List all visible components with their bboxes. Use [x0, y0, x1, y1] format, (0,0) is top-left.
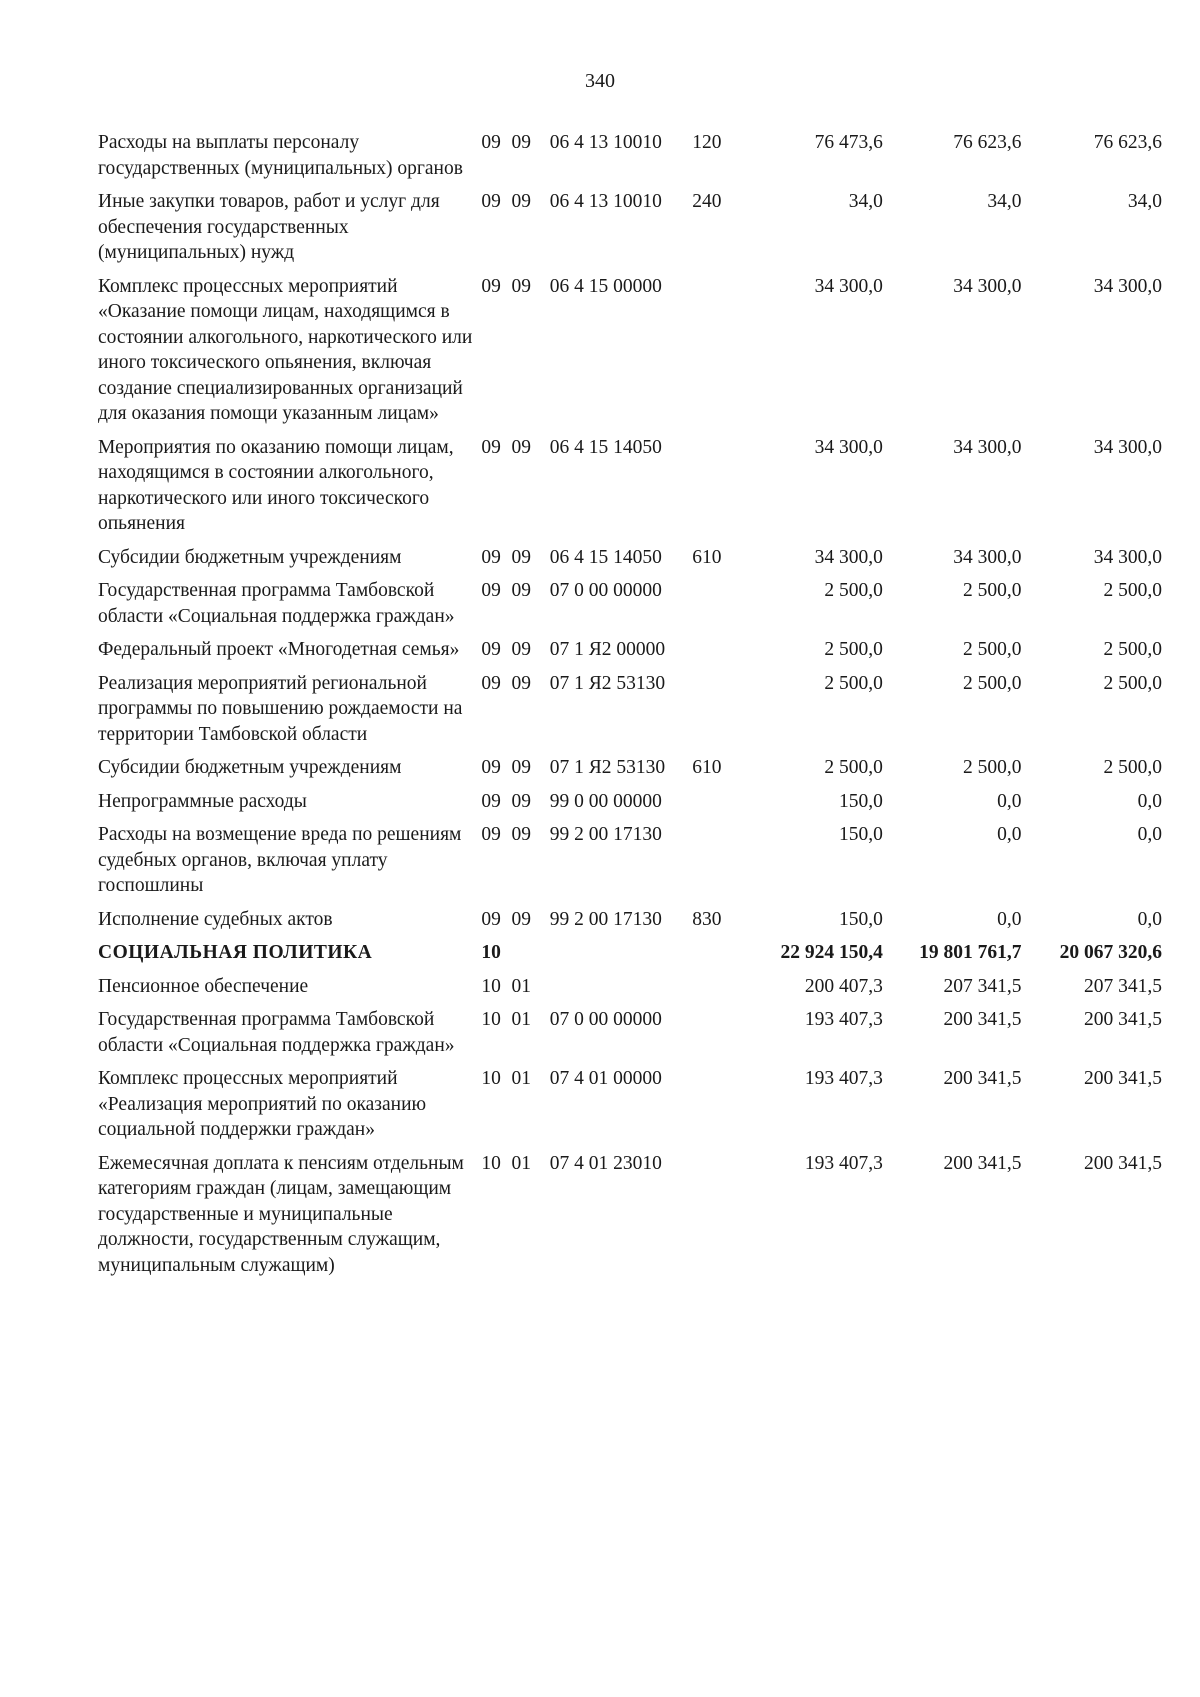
row-name: Государственная программа Тамбовской области «Социальная поддержка граждан» — [98, 1009, 455, 1056]
target-article-code: 99 2 00 17130 — [549, 824, 662, 845]
table-row — [98, 545, 1162, 579]
section-code: 09 — [481, 275, 501, 297]
amount-year-2: 34 300,0 — [953, 275, 1022, 297]
row-name: Мероприятия по оказанию помощи лицам, находящимся в состоянии алкогольного, наркотического или иного токсического опьянения — [98, 436, 454, 534]
table-row — [98, 822, 1162, 907]
target-article-code: 99 0 00 00000 — [549, 790, 662, 812]
target-article-code — [550, 940, 693, 974]
subsection-code: 09 — [511, 580, 532, 601]
table-row — [98, 940, 1162, 974]
section-code: 10 — [481, 942, 501, 963]
subsection-code: 09 — [511, 436, 532, 458]
amount-year-3: 34,0 — [1127, 191, 1162, 212]
amount-year-2: 200 341,5 — [943, 1068, 1022, 1089]
target-article-code: 07 4 01 23010 — [549, 1152, 662, 1174]
expense-type-code — [692, 789, 742, 823]
target-article-code: 07 1 Я2 53130 — [549, 672, 666, 694]
expense-type-code — [692, 1007, 742, 1066]
table-row — [98, 189, 1162, 274]
table-row — [98, 637, 1162, 671]
section-code: 09 — [481, 546, 501, 568]
section-code: 09 — [481, 757, 501, 778]
subsection-code: 09 — [511, 275, 532, 297]
amount-year-3: 2 500,0 — [1103, 580, 1162, 601]
table-row — [98, 755, 1162, 789]
table-row — [98, 974, 1162, 1008]
row-name: Расходы на выплаты персоналу государственных (муниципальных) органов — [98, 132, 463, 179]
section-code: 09 — [481, 436, 501, 458]
row-name: Исполнение судебных актов — [98, 908, 333, 930]
row-name: Субсидии бюджетным учреждениям — [98, 757, 402, 778]
row-name: Комплекс процессных мероприятий «Реализация мероприятий по оказанию социальной поддержки граждан» — [98, 1068, 427, 1140]
table-row — [98, 1066, 1162, 1151]
section-code: 10 — [481, 1152, 501, 1174]
target-article-code: 07 1 Я2 53130 — [549, 757, 666, 778]
amount-year-2: 2 500,0 — [962, 672, 1022, 694]
amount-year-3: 76 623,6 — [1093, 132, 1162, 153]
table-row — [98, 789, 1162, 823]
subsection-code: 01 — [511, 1152, 532, 1174]
section-code: 09 — [481, 191, 501, 212]
subsection-code: 09 — [511, 908, 532, 930]
section-code: 09 — [481, 639, 501, 660]
expense-type-code: 120 — [692, 132, 722, 153]
amount-year-3: 200 341,5 — [1084, 1152, 1162, 1174]
expense-type-code — [692, 637, 742, 671]
table-row — [98, 130, 1162, 189]
table-row — [98, 1007, 1162, 1066]
amount-year-3: 2 500,0 — [1103, 757, 1162, 778]
expense-type-code — [692, 274, 742, 435]
subsection-code: 09 — [511, 132, 532, 153]
row-name: Комплекс процессных мероприятий «Оказание помощи лицам, находящимся в состоянии алкогольного, наркотического или иного токсического опьянения, включая создание специализированных организаций для оказания помощи указанным лицам» — [98, 275, 473, 424]
expense-type-code — [692, 1151, 742, 1287]
section-code: 10 — [481, 1009, 501, 1030]
amount-year-2: 0,0 — [997, 908, 1022, 930]
table-row — [98, 1151, 1162, 1287]
section-code: 09 — [481, 580, 501, 601]
amount-year-2: 207 341,5 — [943, 975, 1022, 997]
amount-year-2: 200 341,5 — [943, 1152, 1022, 1174]
target-article-code — [550, 974, 693, 1008]
expense-type-code — [692, 822, 742, 907]
expense-type-code — [692, 435, 742, 545]
amount-year-1: 2 500,0 — [824, 672, 883, 694]
row-name: Пенсионное обеспечение — [98, 975, 309, 997]
row-name: Государственная программа Тамбовской области «Социальная поддержка граждан» — [98, 580, 455, 627]
amount-year-2: 34,0 — [987, 191, 1022, 212]
table-row — [98, 907, 1162, 941]
subsection-code: 09 — [511, 824, 532, 845]
amount-year-1: 150,0 — [839, 790, 883, 812]
amount-year-1: 200 407,3 — [804, 975, 883, 997]
amount-year-3: 0,0 — [1137, 908, 1162, 930]
amount-year-2: 2 500,0 — [962, 757, 1022, 778]
amount-year-2: 76 623,6 — [953, 132, 1022, 153]
row-name: Субсидии бюджетным учреждениям — [98, 546, 402, 568]
table-row — [98, 435, 1162, 545]
amount-year-3: 20 067 320,6 — [1059, 942, 1162, 963]
expense-type-code: 240 — [692, 191, 722, 212]
table-row — [98, 671, 1162, 756]
amount-year-3: 0,0 — [1137, 824, 1162, 845]
page-number: 340 — [585, 70, 615, 92]
amount-year-1: 150,0 — [839, 824, 883, 845]
expense-type-code: 610 — [692, 546, 722, 568]
expense-type-code — [692, 1066, 742, 1151]
amount-year-3: 200 341,5 — [1084, 1009, 1162, 1030]
budget-table — [98, 130, 1162, 1286]
section-code: 09 — [481, 824, 501, 845]
expense-type-code — [692, 671, 742, 756]
amount-year-3: 207 341,5 — [1084, 975, 1162, 997]
target-article-code: 99 2 00 17130 — [549, 908, 662, 930]
amount-year-3: 0,0 — [1137, 790, 1162, 812]
amount-year-3: 34 300,0 — [1093, 436, 1162, 458]
section-code: 10 — [481, 975, 501, 997]
amount-year-2: 0,0 — [997, 824, 1022, 845]
row-name: СОЦИАЛЬНАЯ ПОЛИТИКА — [98, 942, 373, 963]
expense-type-code — [692, 974, 742, 1008]
section-code: 09 — [481, 908, 501, 930]
table-row — [98, 578, 1162, 637]
expense-type-code: 610 — [692, 757, 722, 778]
row-name: Реализация мероприятий региональной программы по повышению рождаемости на территории Тамбовской области — [98, 672, 463, 745]
target-article-code: 06 4 15 14050 — [549, 546, 662, 568]
amount-year-3: 200 341,5 — [1084, 1068, 1162, 1089]
table-row — [98, 274, 1162, 435]
amount-year-1: 76 473,6 — [814, 132, 883, 153]
section-code: 09 — [481, 790, 501, 812]
amount-year-1: 22 924 150,4 — [780, 942, 883, 963]
subsection-code: 09 — [511, 191, 532, 212]
amount-year-1: 193 407,3 — [804, 1152, 883, 1174]
amount-year-1: 34 300,0 — [814, 275, 883, 297]
row-name: Федеральный проект «Многодетная семья» — [98, 639, 460, 660]
section-code: 10 — [481, 1068, 501, 1089]
amount-year-3: 2 500,0 — [1103, 639, 1162, 660]
target-article-code: 07 0 00 00000 — [549, 580, 662, 601]
target-article-code: 06 4 13 10010 — [549, 191, 662, 212]
table-body — [98, 130, 1162, 1286]
amount-year-2: 34 300,0 — [953, 436, 1022, 458]
amount-year-2: 19 801 761,7 — [919, 942, 1022, 963]
amount-year-2: 2 500,0 — [962, 639, 1022, 660]
subsection-code: 01 — [511, 975, 532, 997]
amount-year-3: 2 500,0 — [1103, 672, 1162, 694]
amount-year-1: 2 500,0 — [824, 639, 883, 660]
amount-year-1: 34,0 — [848, 191, 883, 212]
amount-year-3: 34 300,0 — [1093, 275, 1162, 297]
subsection-code — [512, 940, 550, 974]
expense-type-code: 830 — [692, 908, 722, 930]
subsection-code: 01 — [511, 1009, 532, 1030]
amount-year-1: 34 300,0 — [814, 436, 883, 458]
amount-year-1: 2 500,0 — [824, 580, 883, 601]
target-article-code: 06 4 15 14050 — [549, 436, 662, 458]
subsection-code: 09 — [511, 546, 532, 568]
subsection-code: 09 — [511, 790, 532, 812]
amount-year-1: 2 500,0 — [824, 757, 883, 778]
subsection-code: 09 — [511, 672, 532, 694]
target-article-code: 07 1 Я2 00000 — [549, 639, 666, 660]
amount-year-3: 34 300,0 — [1093, 546, 1162, 568]
amount-year-1: 150,0 — [839, 908, 883, 930]
target-article-code: 07 0 00 00000 — [549, 1009, 662, 1030]
row-name: Ежемесячная доплата к пенсиям отдельным категориям граждан (лицам, замещающим государственные и муниципальные должности, государственным служащим, муниципальным служащим) — [98, 1152, 464, 1276]
target-article-code: 07 4 01 00000 — [549, 1068, 662, 1089]
section-code: 09 — [481, 132, 501, 153]
amount-year-2: 34 300,0 — [953, 546, 1022, 568]
amount-year-2: 2 500,0 — [962, 580, 1022, 601]
subsection-code: 01 — [511, 1068, 532, 1089]
amount-year-1: 34 300,0 — [814, 546, 883, 568]
target-article-code: 06 4 15 00000 — [549, 275, 662, 297]
amount-year-2: 0,0 — [997, 790, 1022, 812]
section-code: 09 — [481, 672, 501, 694]
expense-type-code — [692, 578, 742, 637]
row-name: Расходы на возмещение вреда по решениям судебных органов, включая уплату госпошлины — [98, 824, 462, 896]
target-article-code: 06 4 13 10010 — [549, 132, 662, 153]
row-name: Иные закупки товаров, работ и услуг для обеспечения государственных (муниципальных) нужд — [98, 191, 440, 263]
amount-year-2: 200 341,5 — [943, 1009, 1022, 1030]
subsection-code: 09 — [511, 639, 532, 660]
amount-year-1: 193 407,3 — [804, 1068, 883, 1089]
expense-type-code — [692, 940, 742, 974]
subsection-code: 09 — [511, 757, 532, 778]
row-name: Непрограммные расходы — [98, 790, 307, 812]
amount-year-1: 193 407,3 — [804, 1009, 883, 1030]
